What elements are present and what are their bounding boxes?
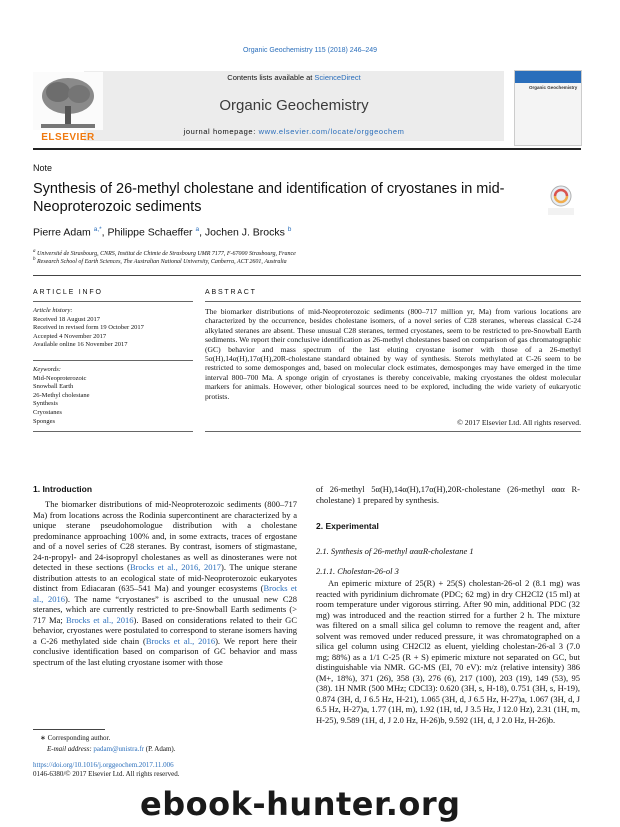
doi-link[interactable]: https://doi.org/10.1016/j.orggeochem.2017.11.006	[33, 761, 174, 769]
affiliation-divider	[33, 275, 581, 276]
journal-title: Organic Geochemistry	[219, 97, 369, 114]
divider	[205, 431, 581, 432]
article-type: Note	[33, 163, 53, 173]
keyword: Sponges	[33, 417, 56, 425]
subsubsection-heading: 2.1.1. Cholestan-26-ol 3	[316, 566, 399, 576]
email-label: E-mail address:	[47, 745, 94, 753]
history-label: Article history:	[33, 307, 73, 314]
history-entry: Available online 16 November 2017	[33, 341, 128, 349]
author-name[interactable]: Philippe Schaeffer	[107, 226, 193, 239]
keyword: Mid-Neoproterozoic	[33, 374, 87, 382]
abstract-heading: ABSTRACT	[205, 289, 257, 296]
divider	[33, 360, 193, 361]
check-for-updates-icon[interactable]	[544, 183, 578, 217]
history-entry: Received 18 August 2017	[33, 315, 100, 323]
journal-homepage	[84, 127, 504, 136]
watermark: ebook-hunter.org	[140, 785, 461, 823]
affiliation-text: Université de Strasbourg, CNRS, Institut de Chimie de Strasbourg UMR 7177, F-67000 Strasbourg, France	[37, 251, 296, 257]
intro-text: The biomarker distributions of mid-Neoproterozoic sediments (800–717 Ma) from locations across the Rodinia supercontinent are characterized by a unique sterane pseudohomologue distribution with a cholestane predominance approaching 100% and, in some extracts, traces of ergostane and of a novel series of C28 steranes. By contrast, isomers of stigmastane, 24-n-propyl- and 24-isopropyl cholestanes as well as dinosteranes were not detected in these sections (	[33, 499, 297, 572]
keywords-label: Keywords:	[33, 366, 61, 373]
email-footnote	[47, 745, 175, 753]
homepage-link[interactable]: www.elsevier.com/locate/orggeochem	[258, 127, 405, 136]
divider	[33, 431, 193, 432]
affiliation	[33, 249, 296, 257]
subsection-heading: 2.1. Synthesis of 26-methyl αααR-cholestane 1	[316, 546, 474, 556]
corresponding-author-note: ∗ Corresponding author.	[40, 734, 111, 742]
citation-link[interactable]: Brocks et al., 2016, 2017	[129, 562, 222, 572]
author-affiliation-mark[interactable]: b	[287, 226, 292, 233]
sciencedirect-link[interactable]: ScienceDirect	[314, 73, 361, 82]
affiliation-mark: b	[33, 257, 36, 262]
paper-title: Synthesis of 26-methyl cholestane and identification of cryostanes in mid-Neoproterozoic sediments	[33, 181, 505, 215]
intro-text: ). The unique sterane distribution attests to an ecological state of mid-Neoproterozoic eukaryotes distinct from Ediacaran (635–541 Ma) and younger ecosystems (	[33, 562, 297, 593]
article-history	[33, 307, 144, 350]
abstract-copyright: © 2017 Elsevier Ltd. All rights reserved.	[457, 418, 581, 427]
homepage-prefix: journal homepage:	[183, 127, 259, 136]
author-affiliation-mark[interactable]: a	[195, 226, 200, 233]
author-name[interactable]: Pierre Adam	[33, 226, 91, 239]
abstract-body: The biomarker distributions of mid-Neoproterozoic sediments (800–717 million yr, Ma) from various locations are characterized by the occurrence, besides cholestane isomers, of a novel series of C28 steranes, whereas classical C-24 alkylated steranes are absent. These unusual C28 steranes, termed cryostanes, seem to be restricted to pre-Snowball Earth sediments. We report their conclusive identification as 26-methyl cholestanes based on comparison of gas chromatographic (GC) behavior and mass spectrum of the last eluting cryostane isomer with those of a 26-methyl 5α(H),14α(H),17α(H),20R-cholestane standard obtained by way of synthesis. Sterols methylated at C-26 seem to be restricted to some demosponges and, based on molecular clock estimates, demosponges may have emerged in the time interval 800–700 Ma. A sponge origin of cryostanes is thereby conceivable, making cryostanes the oldest molecular markers for animals. However, other biological sources need to be explored, including the wide variety of eukaryotic protists.	[205, 307, 581, 401]
introduction-continuation: of 26-methyl 5α(H),14α(H),17α(H),20R-cholestane (26-methyl ααα R-cholestane) 1 prepared by synthesis.	[316, 484, 580, 505]
cover-band	[515, 71, 581, 83]
footnote-divider	[33, 729, 105, 730]
history-entry: Accepted 4 November 2017	[33, 332, 107, 340]
journal-cover-thumbnail[interactable]	[514, 70, 582, 146]
issn-line: 0146-6380/© 2017 Elsevier Ltd. All rights reserved.	[33, 770, 180, 778]
introduction-paragraph	[33, 499, 297, 667]
introduction-heading: 1. Introduction	[33, 484, 93, 494]
intro-text: ). We report here their conclusive identification based on comparison of GC behavior and mass spectrum of the last eluting cryostane isomer with those	[33, 635, 297, 667]
author-affiliation-mark[interactable]: a,*	[93, 226, 102, 233]
keyword: Synthesis	[33, 400, 58, 408]
affiliation	[33, 257, 287, 265]
intro-text: ). Based on considerations related to their GC behavior, cryostanes were postulated to correspond to sterane isomers having a C-26 methylated side chain (	[33, 614, 297, 646]
article-info-heading: ARTICLE INFO	[33, 289, 103, 296]
header-divider	[33, 148, 581, 150]
keyword: Cryostanes	[33, 408, 62, 416]
citation-link[interactable]: Brocks et al., 2016	[66, 614, 134, 625]
author-list: Pierre Adam $^{a,*}$, Philippe Schaeffer $^a$, Jochen J. Brocks $^b$	[33, 226, 292, 239]
contents-prefix: Contents lists available at	[227, 73, 315, 82]
experimental-paragraph: An epimeric mixture of 25(R) + 25(S) cholestan-26-ol 2 (8.1 mg) was reacted with pyridinium dichromate (PDC; 62 mg) in dry CH2Cl2 (15 ml) at room temperature under vigorous stirring. After 90 min, additional PDC (32 mg) was introduced and the reaction stirred for a further 2 h. The mixture was filtered on a small silica gel column to remove the reagent and, after solvent was removed under reduced pressure, it was chromatographed on a silica gel column using CH2Cl2 as eluent, yielding cholestan-26-al 3 (7.0 mg; 88%) as a 1/1 C-25 (R + S) epimeric mixture not separated on GC, but distinguishable via NMR. GC-MS (EI, 70 eV): m/z (relative intensity) 386 (M+, 18%), 371 (26), 358 (3), 276 (6), 217 (100), 203 (19), 149 (53), 95 (38). 1H NMR (500 MHz; CDCl3): 0.620 (3H, s, H-18), 0.751 (3H, s, H-19), 0.874 (3H, d, J 6.5 Hz, H-21), 1.065 (3H, d, J 6.5 Hz, H-27)a, 1.067 (3H, d, J 6.5 Hz, H-27)a, 1.77 (1H, m), 1.92 (1H, td, J 3.5 Hz, J 12.0 Hz), 2.31 (1H, m, H-25), 9.589 (1H, d, J 2.0 Hz, H-26)b, 9.592 (1H, d, J 2.0 Hz, H-26)b.	[316, 578, 580, 725]
intro-text: ). The name “cryostanes” is ascribed to the unusual new C28 steranes, which are currently restricted to pre-Snowball Earth sediments (> 717 Ma;	[33, 593, 297, 625]
citation-link[interactable]: Brocks et al., 2016	[145, 635, 216, 646]
keyword: 26-Methyl cholestane	[33, 391, 90, 399]
divider	[33, 301, 193, 302]
email-suffix: (P. Adam).	[143, 745, 176, 753]
divider	[205, 301, 581, 302]
elsevier-wordmark: ELSEVIER	[41, 132, 95, 143]
cover-title: Organic Geochemistry	[529, 85, 578, 90]
elsevier-tree-logo	[33, 72, 103, 140]
keywords	[33, 366, 90, 426]
keyword: Snowball Earth	[33, 383, 74, 391]
journal-reference[interactable]: Organic Geochemistry 115 (2018) 246–249	[242, 47, 378, 54]
citation-link[interactable]: Brocks et al., 2016	[33, 583, 297, 604]
contents-line	[84, 73, 504, 82]
affiliation-mark: a	[33, 249, 36, 254]
affiliation-text: Research School of Earth Sciences, The Australian National University, Canberra, ACT 2601, Australia	[37, 259, 287, 265]
history-entry: Received in revised form 19 October 2017	[33, 324, 144, 332]
experimental-heading: 2. Experimental	[316, 521, 379, 531]
author-name[interactable]: Jochen J. Brocks	[204, 226, 285, 239]
email-link[interactable]: padam@unistra.fr	[93, 745, 144, 753]
